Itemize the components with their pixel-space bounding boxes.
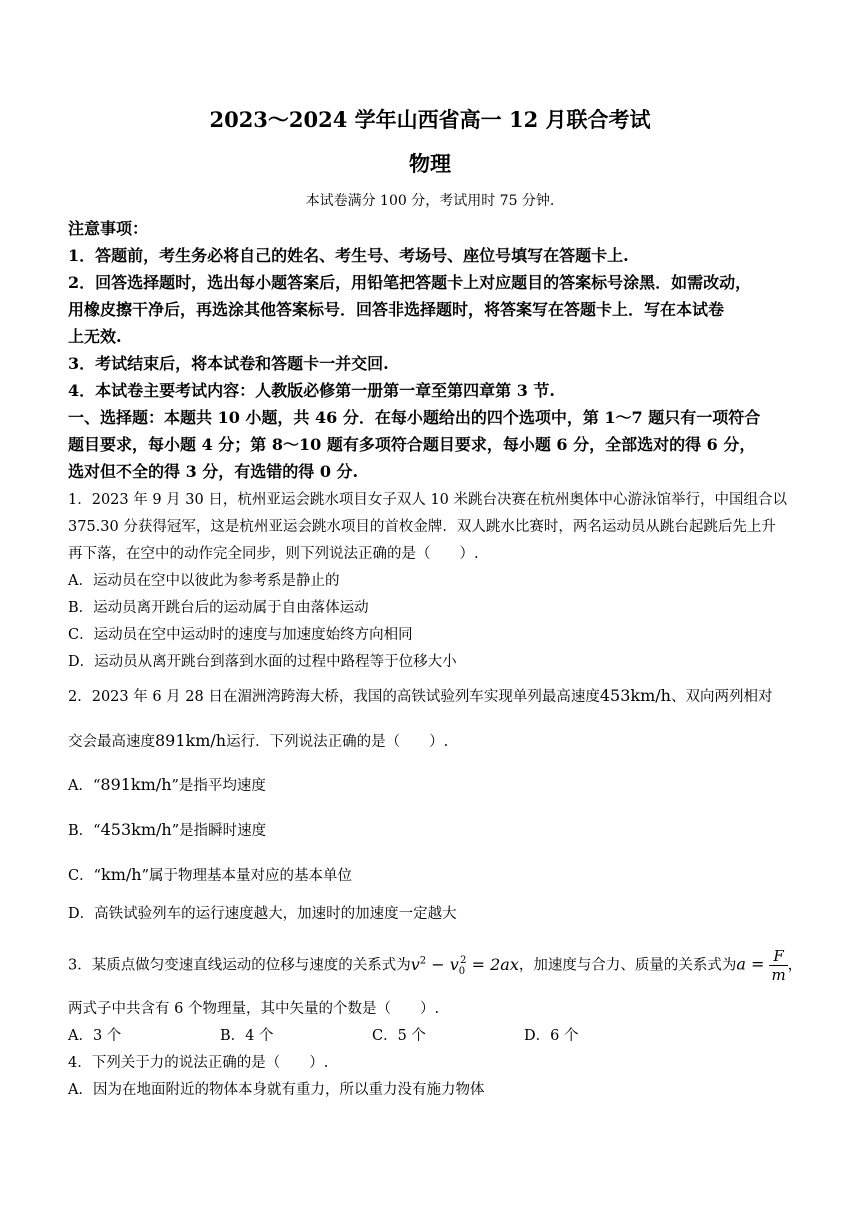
newton-formula: a = (736, 954, 765, 974)
q1-stem-line-2: 375.30 分获得冠军，这是杭州亚运会跳水项目的首枚金牌．双人跳水比赛时，两名运动员从跳台起跳后先上升 (68, 519, 776, 535)
section-intro-line-2: 题目要求，每小题 4 分；第 8～10 题有多项符合题目要求，每小题 6 分，全部选对的得 6 分， (68, 435, 756, 454)
kinematics-formula: $v^2 - v_0^2 = 2ax$ (410, 954, 519, 977)
force-mass-fraction (769, 947, 787, 984)
section-intro-line-3: 选对但不全的得 3 分，有选错的得 0 分. (68, 462, 359, 481)
q3-stem-line-1-mid: ，加速度与合力、质量的关系式为 (518, 957, 737, 974)
notice-heading: 注意事项： (68, 219, 149, 238)
q2-option-a-prefix: A．“ (68, 778, 101, 794)
notice-item-2-line-1: 2．回答选择题时，选出每小题答案后，用铅笔把答题卡上对应题目的答案标号涂黑．如需改动， (68, 273, 752, 292)
q2-option-b-unit: 453km/h (100, 820, 172, 839)
exam-info: 本试卷满分 100 分，考试用时 75 分钟. (305, 193, 555, 209)
q3-option-c: C．5 个 (372, 1028, 426, 1044)
q4-stem: 4．下列关于力的说法正确的是（ ）. (68, 1055, 329, 1071)
q1-stem-line-1: 1．2023 年 9 月 30 日，杭州亚运会跳水项目女子双人 10 米跳台决赛在杭州奥体中心游泳馆举行，中国组合以 (68, 492, 788, 508)
q3-option-b: B．4 个 (220, 1028, 274, 1044)
notice-item-4: 4．本试卷主要考试内容：人教版必修第一册第一章至第四章第 3 节. (68, 381, 555, 400)
q1-stem-line-3: 再下落，在空中的动作完全同步，则下列说法正确的是（ ）. (68, 546, 479, 562)
q1-option-c: C．运动员在空中运动时的速度与加速度始终方向相同 (68, 627, 413, 643)
exam-title: 2023～2024 学年山西省高一 12 月联合考试 (209, 107, 651, 132)
q1-option-d: D．运动员从离开跳台到落到水面的过程中路程等于位移大小 (68, 654, 457, 670)
q1-option-b: B．运动员离开跳台后的运动属于自由落体运动 (68, 600, 369, 616)
q2-stem-line-1 (68, 685, 798, 706)
q2-option-a (68, 774, 798, 795)
notice-item-2-line-2: 用橡皮擦干净后，再选涂其他答案标号．回答非选择题时，将答案写在答题卡上．写在本试卷 (68, 300, 725, 319)
q2-option-c-unit: km/h (101, 865, 142, 884)
q2-option-b (68, 819, 798, 840)
q1-option-a: A．运动员在空中以彼此为参考系是静止的 (68, 573, 340, 589)
q2-stem-line-1-tail: 、双向两列相对 (670, 689, 773, 705)
speed-value-453: 453km/h (599, 686, 671, 705)
q2-stem-line-2-text: 交会最高速度 (68, 734, 155, 750)
q2-option-a-text: ”是指平均速度 (171, 778, 266, 794)
fraction-denominator: m (771, 966, 786, 984)
q2-stem-line-1-text: 2．2023 年 6 月 28 日在湄洲湾跨海大桥，我国的高铁试验列车实现单列最高速度 (68, 689, 600, 705)
q3-option-d: D．6 个 (524, 1028, 579, 1044)
q2-option-c-text: ”属于物理基本量对应的基本单位 (141, 868, 352, 884)
q2-stem-line-2 (68, 730, 798, 751)
section-intro-line-1: 一、选择题：本题共 10 小题，共 46 分．在每小题给出的四个选项中，第 1～7 题只有一项符合 (68, 408, 761, 427)
q3-stem-line-1 (68, 947, 803, 984)
notice-item-3: 3．考试结束后，将本试卷和答题卡一并交回. (68, 354, 389, 373)
subject-title: 物理 (409, 151, 451, 176)
q3-stem-line-1-text: 3．某质点做匀变速直线运动的位移与速度的关系式为 (68, 957, 411, 974)
q2-option-a-unit: 891km/h (100, 775, 172, 794)
q3-stem-line-1-end: ， (787, 957, 803, 974)
q4-option-a: A．因为在地面附近的物体本身就有重力，所以重力没有施力物体 (68, 1082, 485, 1098)
notice-item-2-line-3: 上无效. (68, 327, 122, 346)
fraction-numerator: F (769, 947, 787, 966)
q2-stem-line-2-tail: 运行．下列说法正确的是（ ）. (226, 734, 449, 750)
q3-stem-line-2: 两式子中共含有 6 个物理量，其中矢量的个数是（ ）. (68, 1001, 440, 1017)
q2-option-c-prefix: C．“ (68, 868, 102, 884)
q3-option-a: A．3 个 (68, 1028, 122, 1044)
q2-option-b-prefix: B．“ (68, 823, 101, 839)
notice-item-1: 1．答题前，考生务必将自己的姓名、考生号、考场号、座位号填写在答题卡上. (68, 246, 629, 265)
speed-value-891: 891km/h (155, 731, 227, 750)
q2-option-c (68, 864, 798, 885)
q2-option-b-text: ”是指瞬时速度 (171, 823, 267, 839)
q2-option-d: D．高铁试验列车的运行速度越大，加速时的加速度一定越大 (68, 906, 457, 922)
